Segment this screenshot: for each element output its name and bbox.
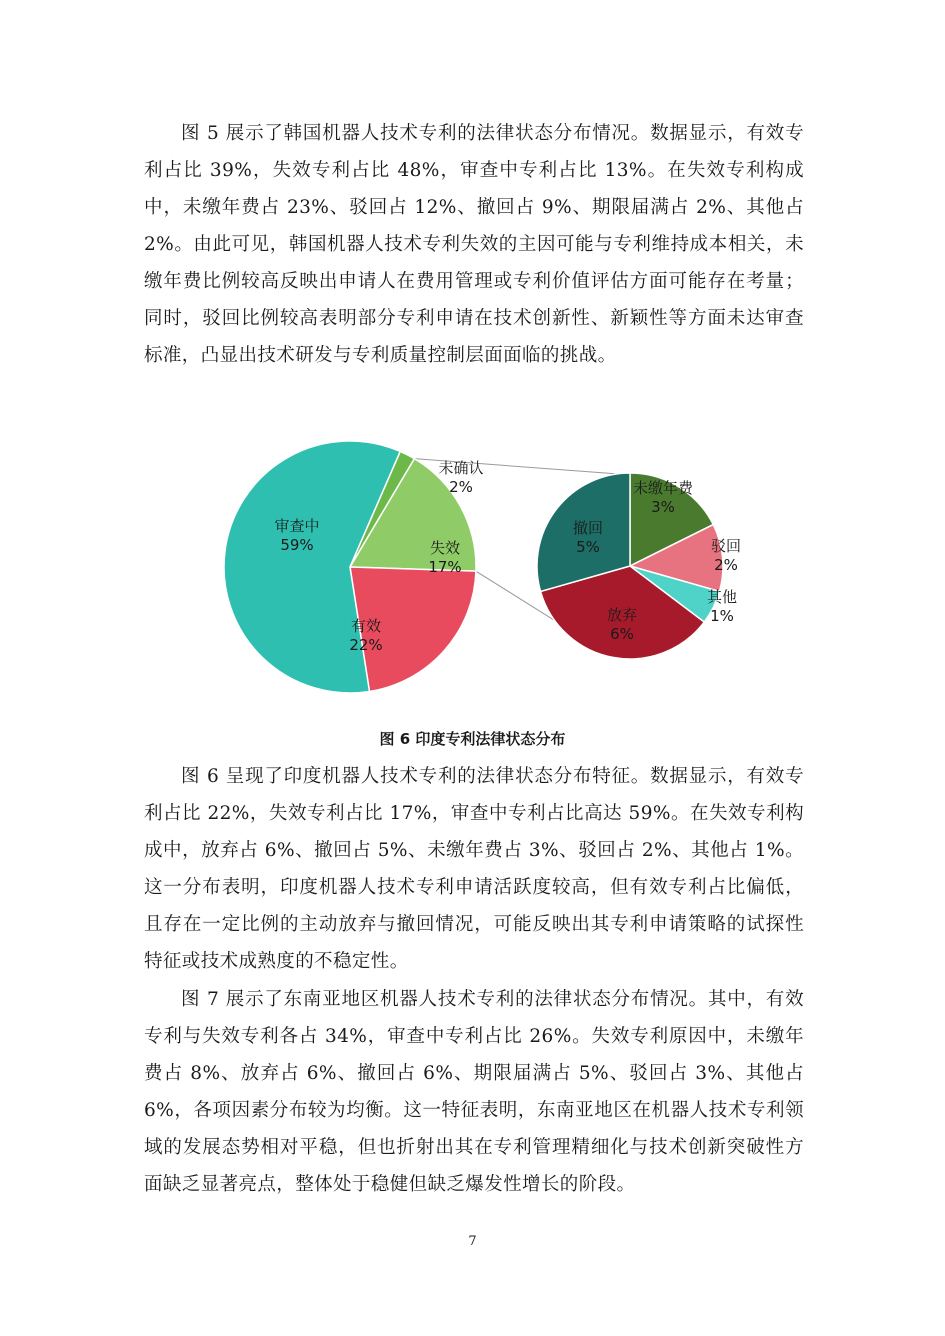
breakdown-slice-e9a9b3e59b9e-label: 驳回 2% — [710, 537, 742, 574]
main-slice-e5a4b1e69588-label: 失效 17% — [428, 539, 462, 576]
figure-caption: 图 6 印度专利法律状态分布 — [379, 730, 566, 748]
page-number: 7 — [468, 1234, 477, 1249]
main-slice-e5aea1e69fa5e4b8ad-label: 审查中 59% — [274, 517, 320, 554]
paragraph-india: 图 6 呈现了印度机器人技术专利的法律状态分布特征。数据显示，有效专利占比 22%，失效专利占比 17%，审查中专利占比高达 59%。在失效专利构成中，放弃占 6%、撤回占 5%、未缴年费占 3%、驳回占 2%、其他占 1%。这一分布表明，印度机器人技术专利申请活跃度较高，但有效专利占比偏低，且存在一定比例的主动放弃与撤回情况，可能反映出其专利申请策略的试探性特征或技术成熟度的不稳定性。 — [144, 766, 804, 972]
main-slice-e69c89e69588-label: 有效 22% — [349, 617, 383, 654]
breakdown-slice-e585b6e4bb96-label: 其他 1% — [706, 588, 738, 625]
breakdown-slice-e69caae7bcb4e5b9b4e8b4b9-label: 未缴年费 3% — [632, 479, 694, 516]
breakdown-slice-e692a4e59b9e-label: 撤回 5% — [572, 519, 604, 556]
pie-of-pie-chart — [200, 440, 760, 700]
figure-6-chart — [200, 440, 760, 700]
paragraph-korea: 图 5 展示了韩国机器人技术专利的法律状态分布情况。数据显示，有效专利占比 39%，失效专利占比 48%，审查中专利占比 13%。在失效专利构成中，未缴年费占 23%、驳回占 12%、撤回占 9%、期限届满占 2%、其他占 2%。由此可见，韩国机器人技术专利失效的主因可能与专利维持成本相关，未缴年费比例较高反映出申请人在费用管理或专利价值评估方面可能存在考量；同时，驳回比例较高表明部分专利申请在技术创新性、新颖性等方面未达审查标准，凸显出技术研发与专利质量控制层面面临的挑战。 — [144, 123, 804, 366]
breakdown-slice-e694bee5bc83-label: 放弃 6% — [606, 606, 638, 643]
paragraph-southeast-asia: 图 7 展示了东南亚地区机器人技术专利的法律状态分布情况。其中，有效专利与失效专利各占 34%，审查中专利占比 26%。失效专利原因中，未缴年费占 8%、放弃占 6%、撤回占 6%、期限届满占 5%、驳回占 3%、其他占 6%，各项因素分布较为均衡。这一特征表明，东南亚地区在机器人技术专利领域的发展态势相对平稳，但也折射出其在专利管理精细化与技术创新突破性方面缺乏显著亮点，整体处于稳健但缺乏爆发性增长的阶段。 — [144, 989, 804, 1195]
main-slice-e69caae7a1aee8aea4-label: 未确认 2% — [438, 459, 484, 496]
